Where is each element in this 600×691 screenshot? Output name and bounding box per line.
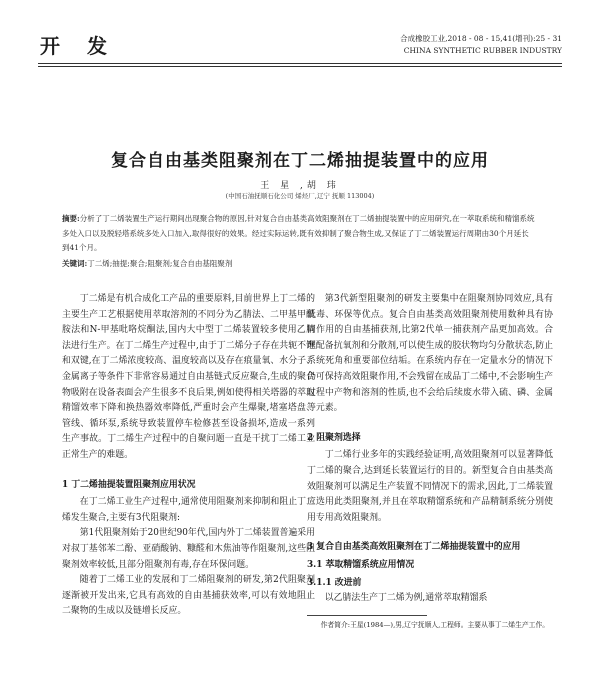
keywords-text: 丁二烯;抽提;聚合;阻聚剂;复合自由基阻聚剂 xyxy=(87,258,233,268)
section-1-heading: 1 丁二烯抽提装置阻聚剂应用状况 xyxy=(62,479,196,490)
section-1-paragraph-3: 随着丁二烯工业的发展和丁二烯阻聚剂的研发,第2代阻聚剂逐渐被开发出来,它具有高效的自由基捕获效率,可以有效地阻止二聚物的生成以及链增长反应。 xyxy=(62,575,315,617)
journal-header xyxy=(400,33,562,57)
journal-english-name: CHINA SYNTHETIC RUBBER INDUSTRY xyxy=(403,46,562,55)
abstract-label: 摘要: xyxy=(62,214,80,223)
header-rule xyxy=(38,63,562,67)
section-1-paragraph-1: 在丁二烯工业生产过程中,通常使用阻聚剂来抑制和阻止丁二烯发生聚合,主要有3代阻聚剂: xyxy=(62,497,315,523)
intro-paragraph: 丁二烯是有机合成化工产品的重要原料,目前世界上丁二烯的主要生产工艺根据使用萃取溶剂的不同分为乙腈法、二甲基甲酰胺法和N-甲基吡咯烷酮法,国内大中型丁二烯装置较多使用乙腈法进行生产。在丁二烯生产过程中,由于丁二烯分子存在共轭不饱和双键,在丁二烯浓度较高、温度较高以及存在痕量氧、水分子、金属离子等条件下非常容易通过自由基链式反应聚合,生成的聚合物吸附在设备表面会产生很多不良后果,例如使得相关塔器的萃取精馏效率下降和换热器效率降低,严重时会产生爆聚,堵塞塔盘、管线、循环泵,系统导致装置停车检修甚至设备损坏,造成一系列生产事故。丁二烯生产过程中的自聚问题一直是干扰丁二烯工业正常生产的难题。 xyxy=(62,294,315,460)
section-3-1-1-paragraph: 以乙腈法生产丁二烯为例,通常萃取精馏系 xyxy=(324,593,488,604)
keywords xyxy=(62,257,536,272)
section-2-paragraph: 丁二烯行业多年的实践经验证明,高效阻聚剂可以显著降低丁二烯的聚合,达到延长装置运行的目的。新型复合自由基类高效阻聚剂可以满足生产装置不同情况下的需求,因此,丁二烯装置应选用此类阻聚剂,并且在萃取精馏系统和产品精制系统分别使用专用高效阻聚剂。 xyxy=(307,450,553,523)
footnote-rule xyxy=(307,615,427,616)
section-3-1-1-heading: 3.1.1 改进前 xyxy=(307,577,362,588)
section-2-heading: 2 阻聚剂选择 xyxy=(307,432,361,443)
right-column xyxy=(307,292,553,631)
abstract-block xyxy=(62,212,536,271)
section-3-1-heading: 3.1 萃取精馏系统应用情况 xyxy=(307,559,415,570)
author-affiliation: (中国石油抚顺石化公司 烯烃厂,辽宁 抚顺 113004) xyxy=(225,192,375,200)
section-3-heading: 3 复合自由基类高效阻聚剂在丁二烯抽提装置中的应用 xyxy=(307,542,521,553)
section-tag: 开 发 xyxy=(40,34,117,58)
abstract xyxy=(62,212,536,256)
section-1-paragraph-2: 第1代阻聚剂始于20世纪90年代,国内外丁二烯装置普遍采用对叔丁基邻苯二酚、亚硝酸钠、糠醛和木焦油等作阻聚剂,这些阻聚剂效率较低,且部分阻聚剂有毒,存在环保问题。 xyxy=(62,528,315,570)
article-title: 复合自由基类阻聚剂在丁二烯抽提装置中的应用 xyxy=(111,151,489,171)
third-gen-paragraph: 第3代新型阻聚剂的研发主要集中在阻聚剂协同效应,具有低毒、环保等优点。复合自由基类高效阻聚剂使用数种具有协同作用的自由基捕获剂,比第2代单一捕获剂产品更加高效。合理配备抗氧剂和分散剂,可以使生成的胶状物均匀分散状态,防止系统死角和重要部位结垢。在系统内存在一定量水分的情况下仍可保持高效阻聚作用,不会残留在成品丁二烯中,不会影响生产过程中产物和溶剂的性质,也不会给后续废水带入硫、磷、金属等元素。 xyxy=(307,294,553,414)
author-footnote: 作者简介:王星(1984—),男,辽宁抚顺人,工程师。主要从事丁二烯生产工作。 xyxy=(320,620,550,629)
left-column xyxy=(62,292,315,620)
keywords-label: 关键词: xyxy=(62,258,88,268)
abstract-text: 分析了丁二烯装置生产运行期间出现聚合物的原因,针对复合自由基类高效阻聚剂在丁二烯抽提装置中的应用研究,在一萃取系统和精馏系统多处入口以及脱轻塔系统多处入口加入,取得很好的效果。经过实际运转,既有效抑制了聚合物生成,又保证了丁二烯装置运行周期由30个月延长到41个月。 xyxy=(62,214,535,252)
article-authors: 王 星 ,胡 玮 xyxy=(260,181,340,191)
citation-line: 合成橡胶工业,2018 - 08 - 15,41(增刊):25 - 31 xyxy=(400,34,562,43)
